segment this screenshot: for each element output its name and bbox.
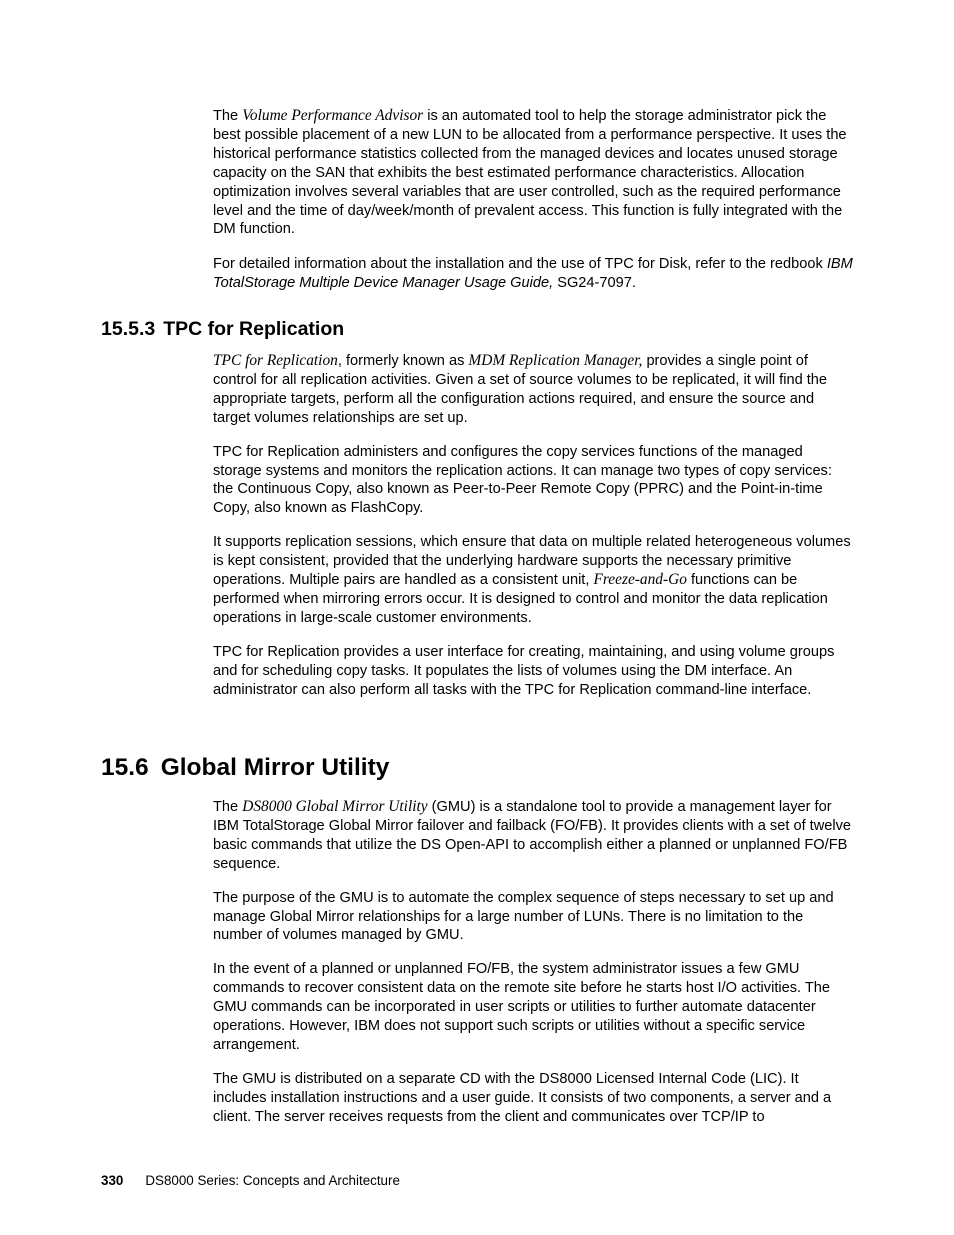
- section-number: 15.6: [101, 754, 149, 781]
- paragraph-user-interface: TPC for Replication provides a user interface for creating, maintaining, and using volume groups and for scheduling copy tasks. It populates the lists of volumes using the DM interface. An administrator can also perform all tasks with the TPC for Replication command-line interface.: [213, 643, 835, 698]
- gmu-term: DS8000 Global Mirror Utility: [242, 798, 428, 815]
- section-title: TPC for Replication: [163, 318, 345, 340]
- gmu-block: [213, 798, 853, 1127]
- paragraph-gmu-distribution: The GMU is distributed on a separate CD with the DS8000 Licensed Internal Code (LIC). It includes installation instructions and a user guide. It consists of two components, a server and a client. The server receives requests from the client and communicates over TCP/IP to: [213, 1070, 832, 1125]
- redbook-title: IBM TotalStorage Multiple Device Manager Usage Guide,: [213, 256, 853, 292]
- section-heading-15-6: [101, 754, 389, 782]
- book-title: DS8000 Series: Concepts and Architecture: [145, 1173, 400, 1188]
- paragraph-gmu-purpose: The purpose of the GMU is to automate the complex sequence of steps necessary to set up and manage Global Mirror relationships for a large number of LUNs. There is no limitation to the number of volumes managed by GMU.: [213, 889, 834, 944]
- section-title: Global Mirror Utility: [160, 754, 390, 781]
- paragraph-vpa: The Volume Performance Advisor is an automated tool to help the storage administrator pick the best possible placement of a new LUN to be allocated from a performance perspective. It uses the historical performance statistics collected from the managed devices and locates unused storage capacity on the SAN that exhibits the best estimated performance characteristics. Allocation optimization involves several variables that are user controlled, such as the required performance level and the time of day/week/month of prevalent access. This function is fully integrated with the DM function.: [213, 107, 847, 238]
- section-number: 15.5.3: [101, 318, 156, 340]
- tpc-replication-term: TPC for Replication: [213, 352, 338, 369]
- page-number: 330: [101, 1173, 124, 1188]
- paragraph-copy-services: TPC for Replication administers and configures the copy services functions of the managed storage systems and monitors the replication actions. It can manage two types of copy services: the Continuous Copy, also known as Peer-to-Peer Remote Copy (PPRC) and the Point-in-time Copy, also known as FlashCopy.: [213, 443, 832, 517]
- vpa-term: Volume Performance Advisor: [242, 107, 424, 124]
- intro-block: [213, 107, 853, 293]
- page-footer: [101, 1173, 400, 1188]
- tpc-replication-block: [213, 352, 853, 700]
- paragraph-tpc-disk-reference: For detailed information about the installation and the use of TPC for Disk, refer to the redbook IBM TotalStorage Multiple Device Manager Usage Guide, SG24-7097.: [213, 256, 853, 292]
- paragraph-tpc-replication-intro: TPC for Replication, formerly known as MDM Replication Manager, provides a single point of control for all replication activities. Given a set of source volumes to be replicated, it will find the appropriate targets, perform all the configuration actions required, and ensure the source and target volumes relationships are set up.: [213, 352, 828, 426]
- paragraph-gmu-failover: In the event of a planned or unplanned FO/FB, the system administrator issues a few GMU commands to recover consistent data on the remote site before he starts host I/O activities. The GMU commands can be incorporated in user scripts or utilities to further automate datacenter operations. However, IBM does not support such scripts or utilities without a specific service arrangement.: [213, 961, 831, 1053]
- paragraph-gmu-intro: The DS8000 Global Mirror Utility (GMU) is a standalone tool to provide a management layer for IBM TotalStorage Global Mirror failover and failback (FO/FB). It provides clients with a set of twelve basic commands that utilize the DS Open-API to accomplish either a planned or unplanned FO/FB sequence.: [213, 798, 852, 872]
- freeze-and-go-term: Freeze-and-Go: [593, 571, 687, 589]
- section-heading-15-5-3: [101, 318, 344, 341]
- mdm-term: MDM Replication Manager,: [468, 352, 643, 369]
- paragraph-replication-sessions: It supports replication sessions, which ensure that data on multiple related heterogeneous volumes is kept consistent, provided that the underlying hardware supports the necessary primitive operations. Multiple pairs are handled as a consistent unit, Freeze-and-Go functions can be performed when mirroring errors occur. It is designed to control and monitor the data replication operations in large-scale customer environments.: [213, 534, 851, 626]
